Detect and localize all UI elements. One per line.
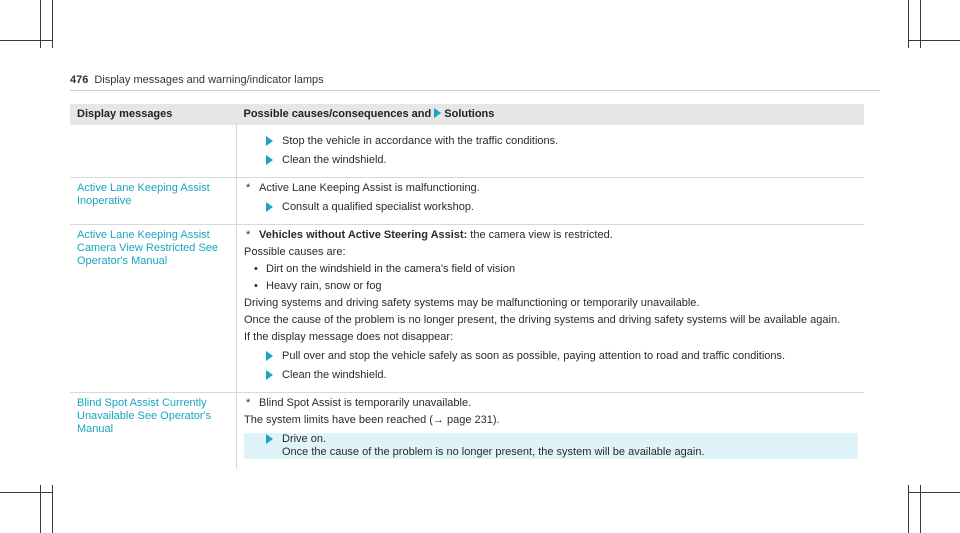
cause-cell <box>237 393 865 470</box>
col-header-causes: Possible causes/consequences and Solutions <box>237 104 865 125</box>
possible-causes-label: Possible causes are: <box>244 246 346 258</box>
page-header <box>70 74 324 86</box>
table-row <box>70 178 864 225</box>
star-icon: * <box>246 182 251 194</box>
paragraph: Once the cause of the problem is no longer present, the driving systems and driving safety systems will be available again. <box>244 314 841 326</box>
header-divider <box>70 90 880 91</box>
play-arrow-icon <box>266 434 273 444</box>
cause-cell <box>237 225 865 393</box>
play-arrow-icon <box>266 136 273 146</box>
cause-cell <box>237 178 865 225</box>
crop-mark <box>52 0 53 48</box>
table-row <box>70 225 864 393</box>
star-icon: * <box>246 397 251 409</box>
solution-step: Pull over and stop the vehicle safely as soon as possible, paying attention to road and traffic conditions. <box>244 350 858 363</box>
solution-step: Clean the windshield. <box>244 369 858 382</box>
cause-cell <box>237 125 865 178</box>
play-arrow-icon <box>266 370 273 380</box>
page-number: 476 <box>70 74 89 86</box>
play-arrow-icon <box>266 202 273 212</box>
crop-mark <box>908 40 960 41</box>
play-arrow-icon <box>266 155 273 165</box>
crop-mark <box>0 40 52 41</box>
cause-text: * Active Lane Keeping Assist is malfunctioning. <box>246 182 480 194</box>
cause-text: * Blind Spot Assist is temporarily unavailable. <box>246 397 472 409</box>
page-reference[interactable]: The system limits have been reached (→ page 231). <box>244 414 500 426</box>
table-row <box>70 125 864 178</box>
message-cell <box>70 125 237 178</box>
message-cell: Active Lane Keeping Assist Inoperative <box>70 178 237 225</box>
solution-step: Consult a qualified specialist workshop. <box>244 201 858 214</box>
messages-table <box>70 104 864 469</box>
crop-mark <box>908 492 960 493</box>
list-item: • Dirt on the windshield in the camera's field of vision <box>244 263 858 276</box>
table-row <box>70 393 864 470</box>
crop-mark <box>52 485 53 533</box>
solution-step: Drive on. Once the cause of the problem is no longer present, the system will be available again. <box>244 433 858 459</box>
paragraph: Driving systems and driving safety systems may be malfunctioning or temporarily unavailable. <box>244 297 700 309</box>
play-arrow-icon <box>266 351 273 361</box>
table-header-row <box>70 104 864 125</box>
message-cell: Blind Spot Assist Currently Unavailable See Operator's Manual <box>70 393 237 470</box>
star-icon: * <box>246 229 251 241</box>
solution-step: Stop the vehicle in accordance with the traffic conditions. <box>244 135 858 148</box>
play-arrow-icon <box>434 108 441 118</box>
col-header-messages: Display messages <box>70 104 237 125</box>
message-cell: Active Lane Keeping Assist Camera View Restricted See Operator's Manual <box>70 225 237 393</box>
paragraph: If the display message does not disappear: <box>244 331 454 343</box>
cause-text: * Vehicles without Active Steering Assist: the camera view is restricted. <box>246 229 613 241</box>
page-title: Display messages and warning/indicator lamps <box>94 74 324 86</box>
solution-step: Clean the windshield. <box>244 154 858 167</box>
list-item: • Heavy rain, snow or fog <box>244 280 858 293</box>
crop-mark <box>0 492 52 493</box>
